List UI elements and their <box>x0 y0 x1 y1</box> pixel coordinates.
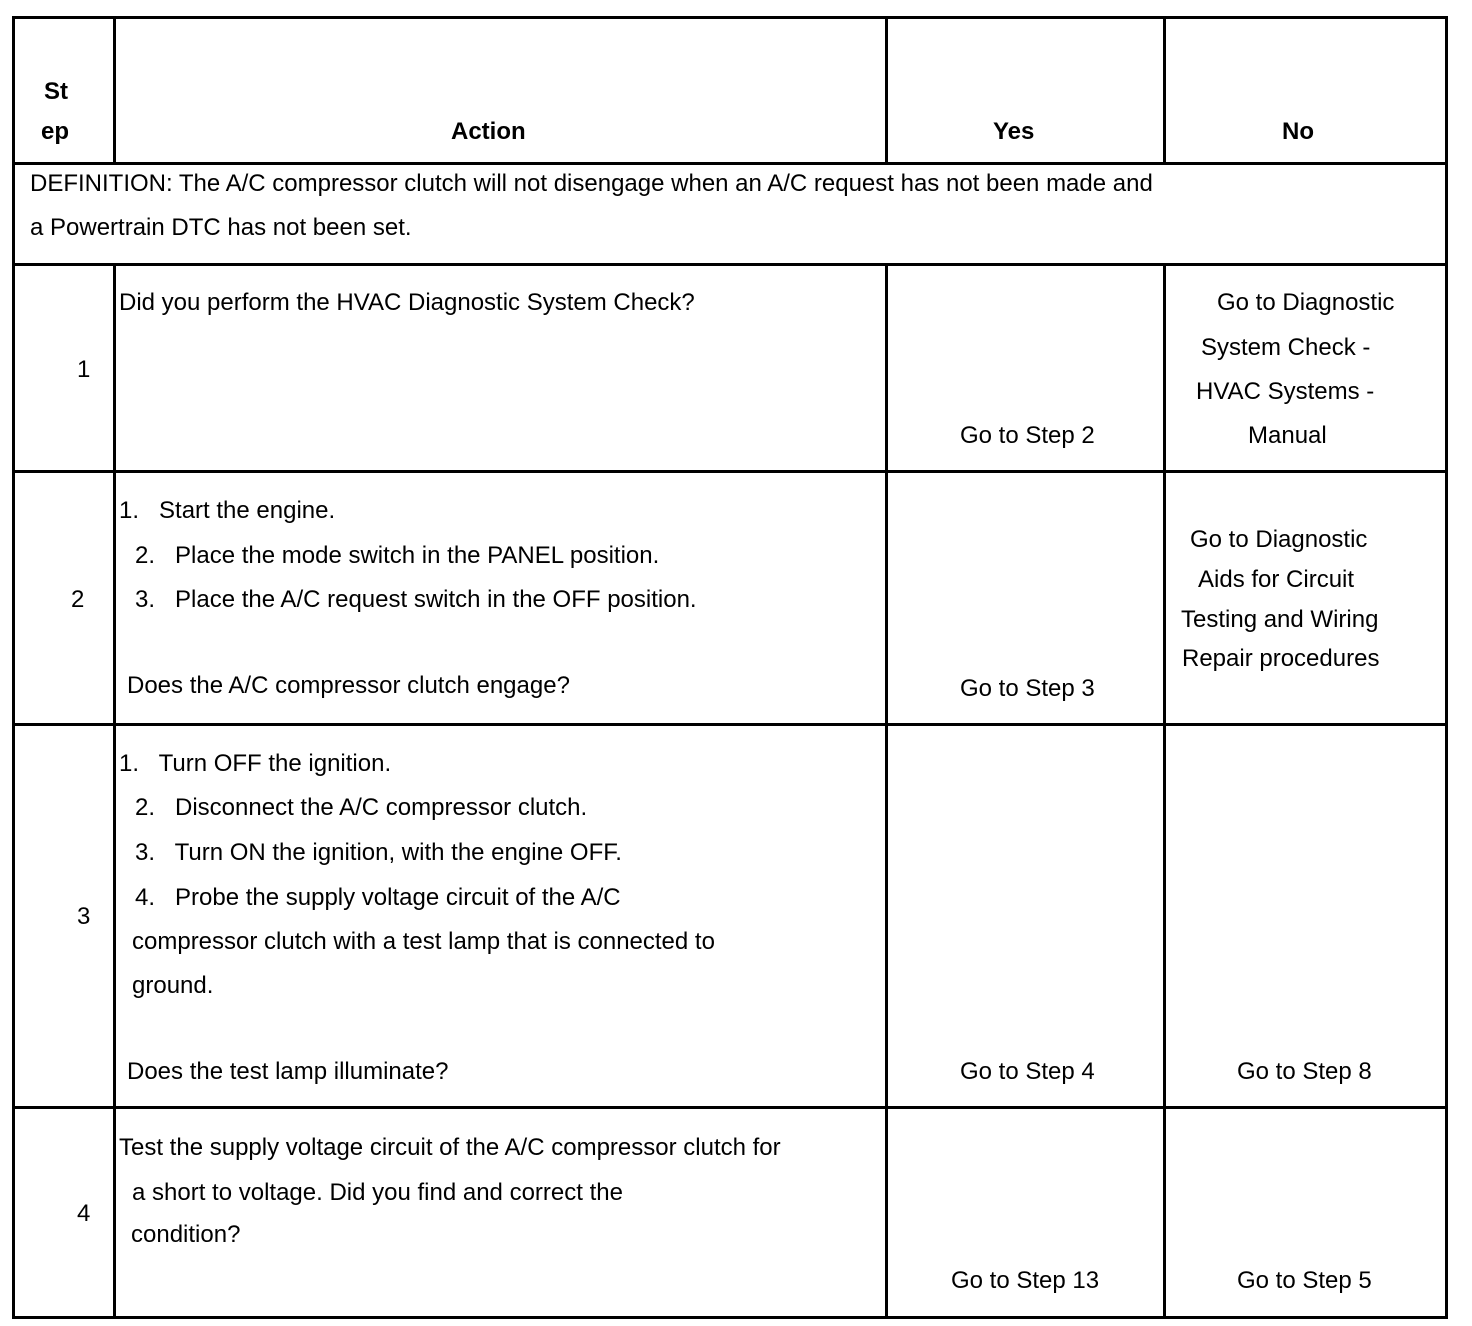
row2-action-line1: 1. Start the engine. <box>119 497 336 524</box>
row3-action-line3: 3. Turn ON the ignition, with the engine OFF. <box>135 839 622 866</box>
row3-action-line5: compressor clutch with a test lamp that is connected to <box>132 928 715 955</box>
row3-action-line2: 2. Disconnect the A/C compressor clutch. <box>135 794 588 821</box>
row4-yes: Go to Step 13 <box>951 1267 1100 1294</box>
row3-step: 3 <box>77 903 91 930</box>
row3-action-line6: ground. <box>132 972 214 999</box>
row3-no: Go to Step 8 <box>1237 1058 1372 1085</box>
body-col-rule-2 <box>885 263 888 1319</box>
definition-line2: a Powertrain DTC has not been set. <box>30 214 412 241</box>
header-yes: Yes <box>993 118 1035 145</box>
row4-action-line3: condition? <box>131 1221 241 1248</box>
row1-no-line4: Manual <box>1248 422 1327 449</box>
row3-action-question: Does the test lamp illuminate? <box>127 1058 449 1085</box>
row1-no-line2: System Check - <box>1201 334 1371 361</box>
row2-yes: Go to Step 3 <box>960 675 1095 702</box>
row4-step: 4 <box>77 1200 91 1227</box>
row1-bottom-rule <box>12 470 1448 473</box>
definition-bottom-rule <box>12 263 1448 266</box>
header-step-line1: St <box>44 78 68 105</box>
header-step-line2: ep <box>41 118 70 145</box>
row1-no-line3: HVAC Systems - <box>1196 378 1375 405</box>
row4-action-line1: Test the supply voltage circuit of the A/C compressor clutch for <box>119 1134 781 1161</box>
header-action: Action <box>451 118 526 145</box>
row1-yes: Go to Step 2 <box>960 422 1095 449</box>
row2-no-line4: Repair procedures <box>1182 645 1380 672</box>
row2-no-line2: Aids for Circuit <box>1198 566 1355 593</box>
definition-line1: DEFINITION: The A/C compressor clutch will not disengage when an A/C request has not been made and <box>30 170 1153 197</box>
row4-action-line2: a short to voltage. Did you find and correct the <box>132 1179 623 1206</box>
row3-yes: Go to Step 4 <box>960 1058 1095 1085</box>
row2-action-line2: 2. Place the mode switch in the PANEL position. <box>135 542 660 569</box>
header-col-rule-2 <box>885 16 888 165</box>
row2-bottom-rule <box>12 723 1448 726</box>
row2-no-line1: Go to Diagnostic <box>1190 526 1368 553</box>
row2-step: 2 <box>71 586 85 613</box>
header-col-rule-3 <box>1163 16 1166 165</box>
row2-action-line3: 3. Place the A/C request switch in the OFF position. <box>135 586 697 613</box>
row3-action-line4: 4. Probe the supply voltage circuit of the A/C <box>135 884 621 911</box>
row3-action-line1: 1. Turn OFF the ignition. <box>119 750 392 777</box>
row2-action-question: Does the A/C compressor clutch engage? <box>127 672 570 699</box>
row1-step: 1 <box>77 356 91 383</box>
header-col-rule-1 <box>113 16 116 165</box>
row3-bottom-rule <box>12 1106 1448 1109</box>
row4-no: Go to Step 5 <box>1237 1267 1372 1294</box>
body-col-rule-3 <box>1163 263 1166 1319</box>
body-col-rule-1 <box>113 263 116 1319</box>
header-no: No <box>1282 118 1314 145</box>
row1-action-line1: Did you perform the HVAC Diagnostic System Check? <box>119 289 695 316</box>
header-bottom-rule <box>12 162 1448 165</box>
row1-no-line1: Go to Diagnostic <box>1217 289 1395 316</box>
row2-no-line3: Testing and Wiring <box>1181 606 1379 633</box>
